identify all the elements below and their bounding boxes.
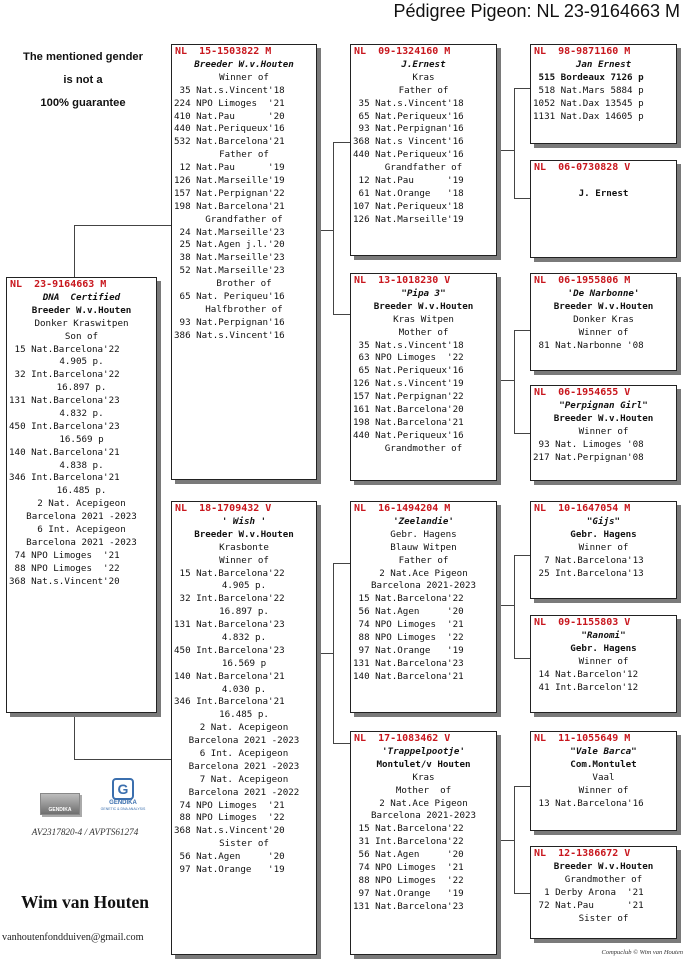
pedigree-line: Winner of <box>219 71 269 83</box>
connector-line <box>74 225 172 226</box>
pedigree-line: 25 Nat.Agen j.l.'20 <box>174 239 285 251</box>
pedigree-line: Breeder W.v.Houten <box>194 59 294 70</box>
pedigree-line: 126 Nat.s.Vincent'19 <box>353 378 464 390</box>
pedigree-line: 518 Nat.Mars 5884 p <box>533 84 644 96</box>
pedigree-line: 7 Nat. Acepigeon <box>199 773 289 785</box>
pedigree-line: Winner of <box>578 655 629 667</box>
page-title: Pédigree Pigeon: NL 23-9164663 M <box>393 1 680 21</box>
pedigree-line: 140 Nat.Barcelona'21 <box>353 670 464 682</box>
pedigree-line: Halfbrother of <box>205 303 283 315</box>
pedigree-line: 13 Nat.Barcelona'16 <box>533 797 644 809</box>
pedigree-line: 450 Int.Barcelona'23 <box>174 644 285 656</box>
pedigree-line: 532 Nat.Barcelona'21 <box>174 136 285 148</box>
pedigree-line: 56 Nat.Agen '20 <box>174 851 285 863</box>
pedigree-line: Donker Kras <box>573 313 634 325</box>
pedigree-line: 88 NPO Limoges '22 <box>353 874 464 886</box>
pedigree-line: 2 Nat.Ace Pigeon <box>379 797 468 809</box>
pedigree-line: J. Ernest <box>578 187 629 199</box>
connector-line <box>514 330 530 331</box>
pedigree-line: 515 Bordeaux 7126 p <box>533 71 644 83</box>
pedigree-card-ggp6 <box>530 615 677 713</box>
pedigree-line: 35 Nat.s.Vincent'18 <box>353 339 464 351</box>
ring-number: NL 09-1155803 V <box>534 617 631 628</box>
pedigree-line: 'De Narbonne' <box>567 288 640 299</box>
ring-number: NL 09-1324160 M <box>354 46 451 57</box>
ring-number: NL 12-1386672 V <box>534 848 631 859</box>
pedigree-line: 93 Nat.Perpignan'16 <box>174 316 285 328</box>
pedigree-line: 32 Int.Barcelona'22 <box>9 369 120 381</box>
pedigree-line: 63 NPO Limoges '22 <box>353 352 464 364</box>
pedigree-line: Winner of <box>578 425 629 437</box>
gendika-logo-small-text: GENDIKA <box>48 807 72 813</box>
pedigree-line: 440 Nat.Periqueux'16 <box>353 149 464 161</box>
ring-number: NL 18-1709432 V <box>175 503 272 514</box>
pedigree-line: 346 Int.Barcelona'21 <box>174 696 285 708</box>
connector-line <box>514 555 530 556</box>
pedigree-line: Barcelona 2021 -2023 <box>188 735 300 747</box>
pedigree-line: Gebr. Hagens <box>390 528 457 540</box>
pedigree-line: 65 Nat. Periqueu'16 <box>174 291 285 303</box>
pedigree-line: 440 Nat.Periqueux'16 <box>174 123 285 135</box>
owner-name: Wim van Houten <box>20 892 150 912</box>
pedigree-line: 97 Nat.Orange '19 <box>353 644 464 656</box>
pedigree-line: 15 Nat.Barcelona'22 <box>9 343 120 355</box>
pedigree-line: Breeder W.v.Houten <box>553 412 654 424</box>
pedigree-line: Barcelona 2021-2023 <box>370 580 477 592</box>
pedigree-line: 97 Nat.Orange '19 <box>174 864 285 876</box>
pedigree-line: 15 Nat.Barcelona'22 <box>174 567 285 579</box>
pedigree-line: 15 Nat.Barcelona'22 <box>353 593 464 605</box>
pedigree-line: Father of <box>398 84 449 96</box>
pedigree-line: Vaal <box>592 771 615 783</box>
pedigree-line: "Gijs" <box>586 516 621 527</box>
ring-number: NL 06-1955806 M <box>534 275 631 286</box>
owner-email: vanhoutenfondduiven@gmail.com <box>2 932 144 943</box>
pedigree-line: 161 Nat.Barcelona'20 <box>353 404 464 416</box>
pedigree-line: 126 Nat.Marseille'19 <box>174 175 285 187</box>
connector-line <box>497 380 514 381</box>
pedigree-line: 'Trappelpootje' <box>382 746 465 757</box>
pedigree-line: Barcelona 2021 -2023 <box>26 511 137 523</box>
connector-line <box>333 314 350 315</box>
pedigree-line: 217 Nat.Perpignan'08 <box>533 451 644 463</box>
connector-line <box>497 150 514 151</box>
pedigree-line: 88 NPO Limoges '22 <box>174 812 285 824</box>
pedigree-line: "Vale Barca" <box>570 746 637 757</box>
pedigree-line: "Perpignan Girl" <box>559 400 648 411</box>
pedigree-line: 97 Nat.Orange '19 <box>353 887 464 899</box>
pedigree-line: Grandfather of <box>384 162 463 174</box>
pedigree-line: Grandmother of <box>384 442 463 454</box>
pedigree-line: 93 Nat. Limoges '08 <box>533 438 644 450</box>
pedigree-line: 4.838 p. <box>59 459 104 471</box>
pedigree-line: Kras <box>412 771 435 783</box>
pedigree-line: 12 Nat.Pau '19 <box>174 162 285 174</box>
pedigree-line: 4.905 p. <box>59 356 104 368</box>
pedigree-line: Breeder W.v.Houten <box>194 528 294 540</box>
pedigree-line: Kras <box>412 71 435 83</box>
pedigree-line: 410 Nat.Pau '20 <box>174 110 285 122</box>
pedigree-line: 93 Nat.Perpignan'16 <box>353 123 464 135</box>
pedigree-line: 15 Nat.Barcelona'22 <box>353 823 464 835</box>
pedigree-line: 198 Nat.Barcelona'21 <box>174 200 285 212</box>
pedigree-line: 24 Nat.Marseille'23 <box>174 226 285 238</box>
pedigree-line: 1131 Nat.Dax 14605 p <box>533 110 644 122</box>
gender-notice-line: 100% guarantee <box>40 97 126 109</box>
pedigree-line: 88 NPO Limoges '22 <box>353 632 464 644</box>
pedigree-line: 88 NPO Limoges '22 <box>9 562 120 574</box>
connector-line <box>497 840 514 841</box>
gendika-logo-mark: G <box>112 778 134 800</box>
pedigree-card-ggp7 <box>530 731 677 831</box>
pedigree-line: 4.030 p. <box>221 683 267 695</box>
pedigree-line: Grandmother of <box>564 873 643 885</box>
pedigree-line <box>533 175 674 188</box>
pedigree-line: 2 Nat.Ace Pigeon <box>379 567 468 579</box>
pedigree-line: 72 Nat.Pau '21 <box>533 899 644 911</box>
pedigree-line: 56 Nat.Agen '20 <box>353 606 464 618</box>
pedigree-line: Winner of <box>219 554 269 566</box>
connector-line <box>514 658 530 659</box>
pedigree-line: 65 Nat.Periqueux'16 <box>353 110 464 122</box>
pedigree-line: Krasbonte <box>219 541 269 553</box>
pedigree-line: 131 Nat.Barcelona'23 <box>9 395 120 407</box>
connector-line <box>333 563 334 743</box>
pedigree-line: 12 Nat.Pau '19 <box>353 175 464 187</box>
pedigree-line: 1 Derby Arona '21 <box>533 886 644 898</box>
pedigree-card-ggp2 <box>530 160 677 258</box>
pedigree-line: Breeder W.v.Houten <box>553 300 654 312</box>
pedigree-line: "Pipa 3" <box>401 288 446 299</box>
gendika-logo-name: GENDIKA <box>109 800 137 806</box>
pedigree-line: 74 NPO Limoges '21 <box>353 619 464 631</box>
pedigree-line: 368 Nat.s.Vincent'20 <box>9 575 120 587</box>
pedigree-line: Jan Ernest <box>575 59 632 70</box>
ring-number: NL 06-1954655 V <box>534 387 631 398</box>
ring-number: NL 11-1055649 M <box>534 733 631 744</box>
gendika-logo-sub: GENETIC & DNA ANALYSIS <box>100 807 146 811</box>
pedigree-card-ggp8 <box>530 846 677 939</box>
pedigree-line: Mother of <box>398 326 449 338</box>
gendika-logo <box>100 778 146 818</box>
pedigree-line: 31 Int.Barcelona'22 <box>353 836 464 848</box>
ring-number: NL 17-1083462 V <box>354 733 451 744</box>
pedigree-line: Donker Kraswitpen <box>34 317 129 329</box>
pedigree-card-dam-sire <box>350 501 497 713</box>
gendika-logo-small <box>40 793 80 815</box>
pedigree-line: 35 Nat.s.Vincent'18 <box>174 84 285 96</box>
ring-number: NL 15-1503822 M <box>175 46 272 57</box>
pedigree-line: Son of <box>64 330 99 342</box>
pedigree-line: 32 Int.Barcelona'22 <box>174 593 285 605</box>
connector-line <box>514 198 530 199</box>
pedigree-line: Sister of <box>578 912 629 924</box>
pedigree-line: 61 Nat.Orange '18 <box>353 187 464 199</box>
pedigree-line: 4.905 p. <box>221 580 267 592</box>
connector-line <box>333 142 334 314</box>
pedigree-line: Winner of <box>578 326 629 338</box>
pedigree-line: 4.832 p. <box>221 632 267 644</box>
pedigree-line: Gebr. Hagens <box>570 642 637 654</box>
connector-line <box>514 330 515 433</box>
pedigree-line: Father of <box>398 554 449 566</box>
pedigree-line: 38 Nat.Marseille'23 <box>174 252 285 264</box>
gender-notice-line: is not a <box>63 74 103 86</box>
connector-line <box>317 230 333 231</box>
pedigree-line: 140 Nat.Barcelona'21 <box>9 446 120 458</box>
pedigree-line: 107 Nat.Periqueux'18 <box>353 200 464 212</box>
pedigree-line: 157 Nat.Perpignan'22 <box>353 391 464 403</box>
pedigree-line: 1052 Nat.Dax 13545 p <box>533 97 644 109</box>
pedigree-line: 74 NPO Limoges '21 <box>174 799 285 811</box>
pedigree-line: Montulet/v Houten <box>376 758 471 770</box>
pedigree-line: 2 Nat. Acepigeon <box>199 722 289 734</box>
footer-credit: Compuclub © Wim van Houten <box>601 949 683 956</box>
pedigree-line: 368 Nat.s.Vincent'20 <box>174 825 285 837</box>
pedigree-card-ggp5 <box>530 501 677 599</box>
pedigree-line: Com.Montulet <box>570 758 637 770</box>
pedigree-line: Barcelona 2021 -2023 <box>188 760 300 772</box>
ring-number: NL 23-9164663 M <box>10 279 107 290</box>
connector-line <box>514 433 530 434</box>
pedigree-line: 74 NPO Limoges '21 <box>9 549 120 561</box>
pedigree-line: ' Wish ' <box>221 516 267 527</box>
pedigree-line: 131 Nat.Barcelona'23 <box>353 900 464 912</box>
pedigree-line: Breeder W.v.Houten <box>31 304 132 316</box>
pedigree-line: 7 Nat.Barcelona'13 <box>533 554 644 566</box>
connector-line <box>497 605 514 606</box>
pedigree-line: 16.897 p. <box>56 382 107 394</box>
connector-line <box>514 555 515 658</box>
pedigree-line: Barcelona 2021 -2023 <box>26 536 137 548</box>
pedigree-line: 450 Int.Barcelona'23 <box>9 420 120 432</box>
pedigree-line: 368 Nat.s Vincent'16 <box>353 136 464 148</box>
pedigree-line: 6 Int. Acepigeon <box>37 524 126 536</box>
pedigree-line: 440 Nat.Periqueux'16 <box>353 429 464 441</box>
pedigree-line: Grandfather of <box>205 213 283 225</box>
pedigree-line: 346 Int.Barcelona'21 <box>9 472 120 484</box>
ring-number: NL 98-9871160 M <box>534 46 631 57</box>
pedigree-line: Breeder W.v.Houten <box>373 300 474 312</box>
pedigree-line: 41 Int.Barcelon'12 <box>533 681 639 693</box>
pedigree-line: 16.485 p. <box>56 485 107 497</box>
connector-line <box>74 225 75 278</box>
connector-line <box>333 142 350 143</box>
pedigree-line: 14 Nat.Barcelon'12 <box>533 668 639 680</box>
pedigree-line: 6 Int. Acepigeon <box>199 748 289 760</box>
connector-line <box>514 786 515 893</box>
pedigree-line: 131 Nat.Barcelona'23 <box>353 657 464 669</box>
pedigree-line: 25 Int.Barcelona'13 <box>533 567 644 579</box>
pedigree-line: 52 Nat.Marseille'23 <box>174 265 285 277</box>
connector-line <box>74 759 172 760</box>
pedigree-line: 198 Nat.Barcelona'21 <box>353 416 464 428</box>
gender-notice <box>2 46 164 115</box>
pedigree-line: "Ranomi" <box>581 630 626 641</box>
pedigree-line: Brother of <box>216 278 272 290</box>
pedigree-line: Barcelona 2021-2023 <box>370 810 477 822</box>
connector-line <box>333 743 350 744</box>
pedigree-line: 16.569 p <box>59 433 104 445</box>
pedigree-line: DNA Certified <box>42 292 121 303</box>
pedigree-line: Gebr. Hagens <box>570 528 637 540</box>
connector-line <box>514 88 515 198</box>
connector-line <box>514 88 530 89</box>
pedigree-line: Winner of <box>578 541 629 553</box>
pedigree-card-dam <box>171 501 317 955</box>
pedigree-line: Mother of <box>395 784 452 796</box>
pedigree-line: Barcelona 2021 -2022 <box>188 786 300 798</box>
pedigree-line: 16.569 p <box>221 657 267 669</box>
pedigree-line: 16.897 p. <box>219 606 269 618</box>
connector-line <box>514 786 530 787</box>
pedigree-card-ggp1 <box>530 44 677 144</box>
pedigree-card-ggp4 <box>530 385 677 481</box>
pedigree-line: 2 Nat. Acepigeon <box>37 498 126 510</box>
pedigree-line: 140 Nat.Barcelona'21 <box>174 670 285 682</box>
pedigree-line: Kras Witpen <box>393 313 454 325</box>
pedigree-line: 4.832 p. <box>59 408 104 420</box>
certification-numbers: AV2317820-4 / AVPTS61274 <box>31 827 139 837</box>
pedigree-card-sire <box>171 44 317 480</box>
pedigree-line: Breeder W.v.Houten <box>553 861 654 872</box>
pedigree-card-dam-dam <box>350 731 497 955</box>
pedigree-line: 74 NPO Limoges '21 <box>353 862 464 874</box>
pedigree-line: Father of <box>219 149 269 161</box>
pedigree-line: 81 Nat.Narbonne '08 <box>533 339 644 351</box>
pedigree-line: Winner of <box>578 784 629 796</box>
connector-line <box>317 653 333 654</box>
pedigree-line: 65 Nat.Periqueux'16 <box>353 365 464 377</box>
connector-line <box>514 893 530 894</box>
pedigree-line: 126 Nat.Marseille'19 <box>353 213 464 225</box>
ring-number: NL 16-1494204 M <box>354 503 451 514</box>
pedigree-card-subject <box>6 277 157 713</box>
ring-number: NL 06-0730828 V <box>534 162 631 173</box>
pedigree-card-sire-dam <box>350 273 497 481</box>
pedigree-line: 35 Nat.s.Vincent'18 <box>353 97 464 109</box>
connector-line <box>74 712 75 759</box>
pedigree-line: 131 Nat.Barcelona'23 <box>174 619 285 631</box>
ring-number: NL 13-1018230 V <box>354 275 451 286</box>
pedigree-line: 224 NPO Limoges '21 <box>174 97 285 109</box>
pedigree-line: 157 Nat.Perpignan'22 <box>174 187 285 199</box>
pedigree-line: 386 Nat.s.Vincent'16 <box>174 329 285 341</box>
gender-notice-line: The mentioned gender <box>23 51 143 63</box>
pedigree-line: J.Ernest <box>401 59 446 70</box>
connector-line <box>333 563 350 564</box>
pedigree-card-ggp3 <box>530 273 677 371</box>
ring-number: NL 10-1647054 M <box>534 503 631 514</box>
pedigree-line: 56 Nat.Agen '20 <box>353 849 464 861</box>
pedigree-card-sire-sire <box>350 44 497 256</box>
pedigree-line: 'Zeelandie' <box>393 516 454 527</box>
pedigree-line: 16.485 p. <box>219 709 269 721</box>
pedigree-line: Blauw Witpen <box>390 541 457 553</box>
pedigree-line: Sister of <box>219 838 269 850</box>
